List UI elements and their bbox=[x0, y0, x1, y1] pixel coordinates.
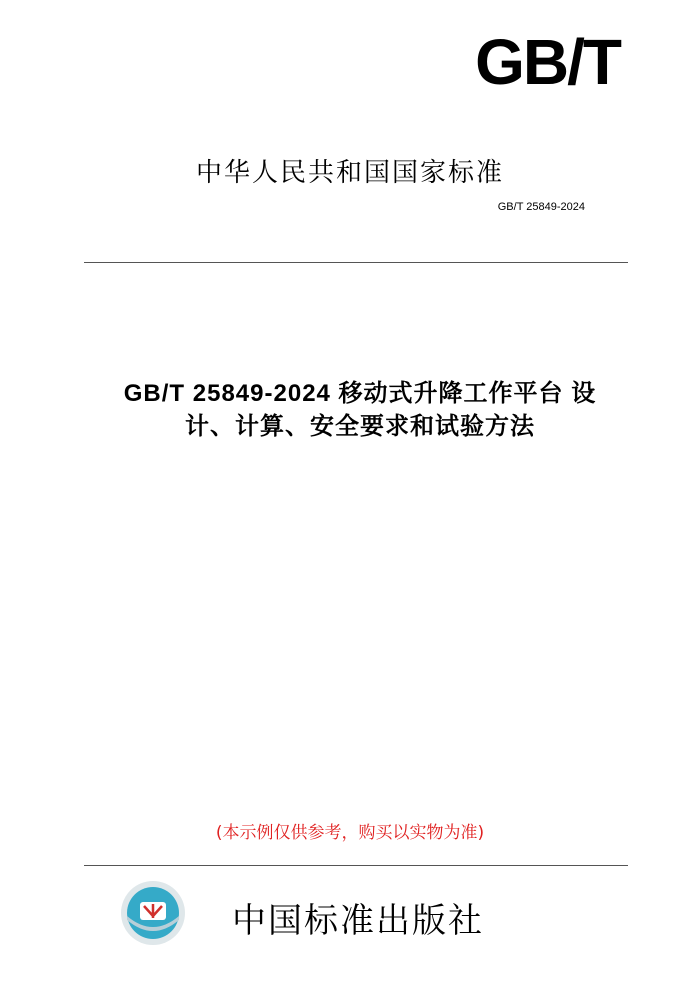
publisher-name: 中国标准出版社 bbox=[232, 901, 484, 941]
bottom-divider bbox=[84, 865, 628, 866]
document-title bbox=[60, 378, 660, 442]
standard-number: GB/T 25849-2024 bbox=[497, 201, 585, 213]
publisher-seal-icon bbox=[120, 880, 186, 946]
sample-notice: (本示例仅供参考，购买以实物为准) bbox=[215, 823, 485, 843]
top-divider bbox=[84, 262, 628, 263]
standard-type-heading: 中华人民共和国国家标准 bbox=[195, 158, 504, 188]
gbt-logo: GB/T bbox=[475, 26, 620, 98]
title-line-1: GB/T 25849-2024 移动式升降工作平台 设 bbox=[123, 380, 597, 407]
title-line-2: 计、计算、安全要求和试验方法 bbox=[185, 412, 535, 440]
